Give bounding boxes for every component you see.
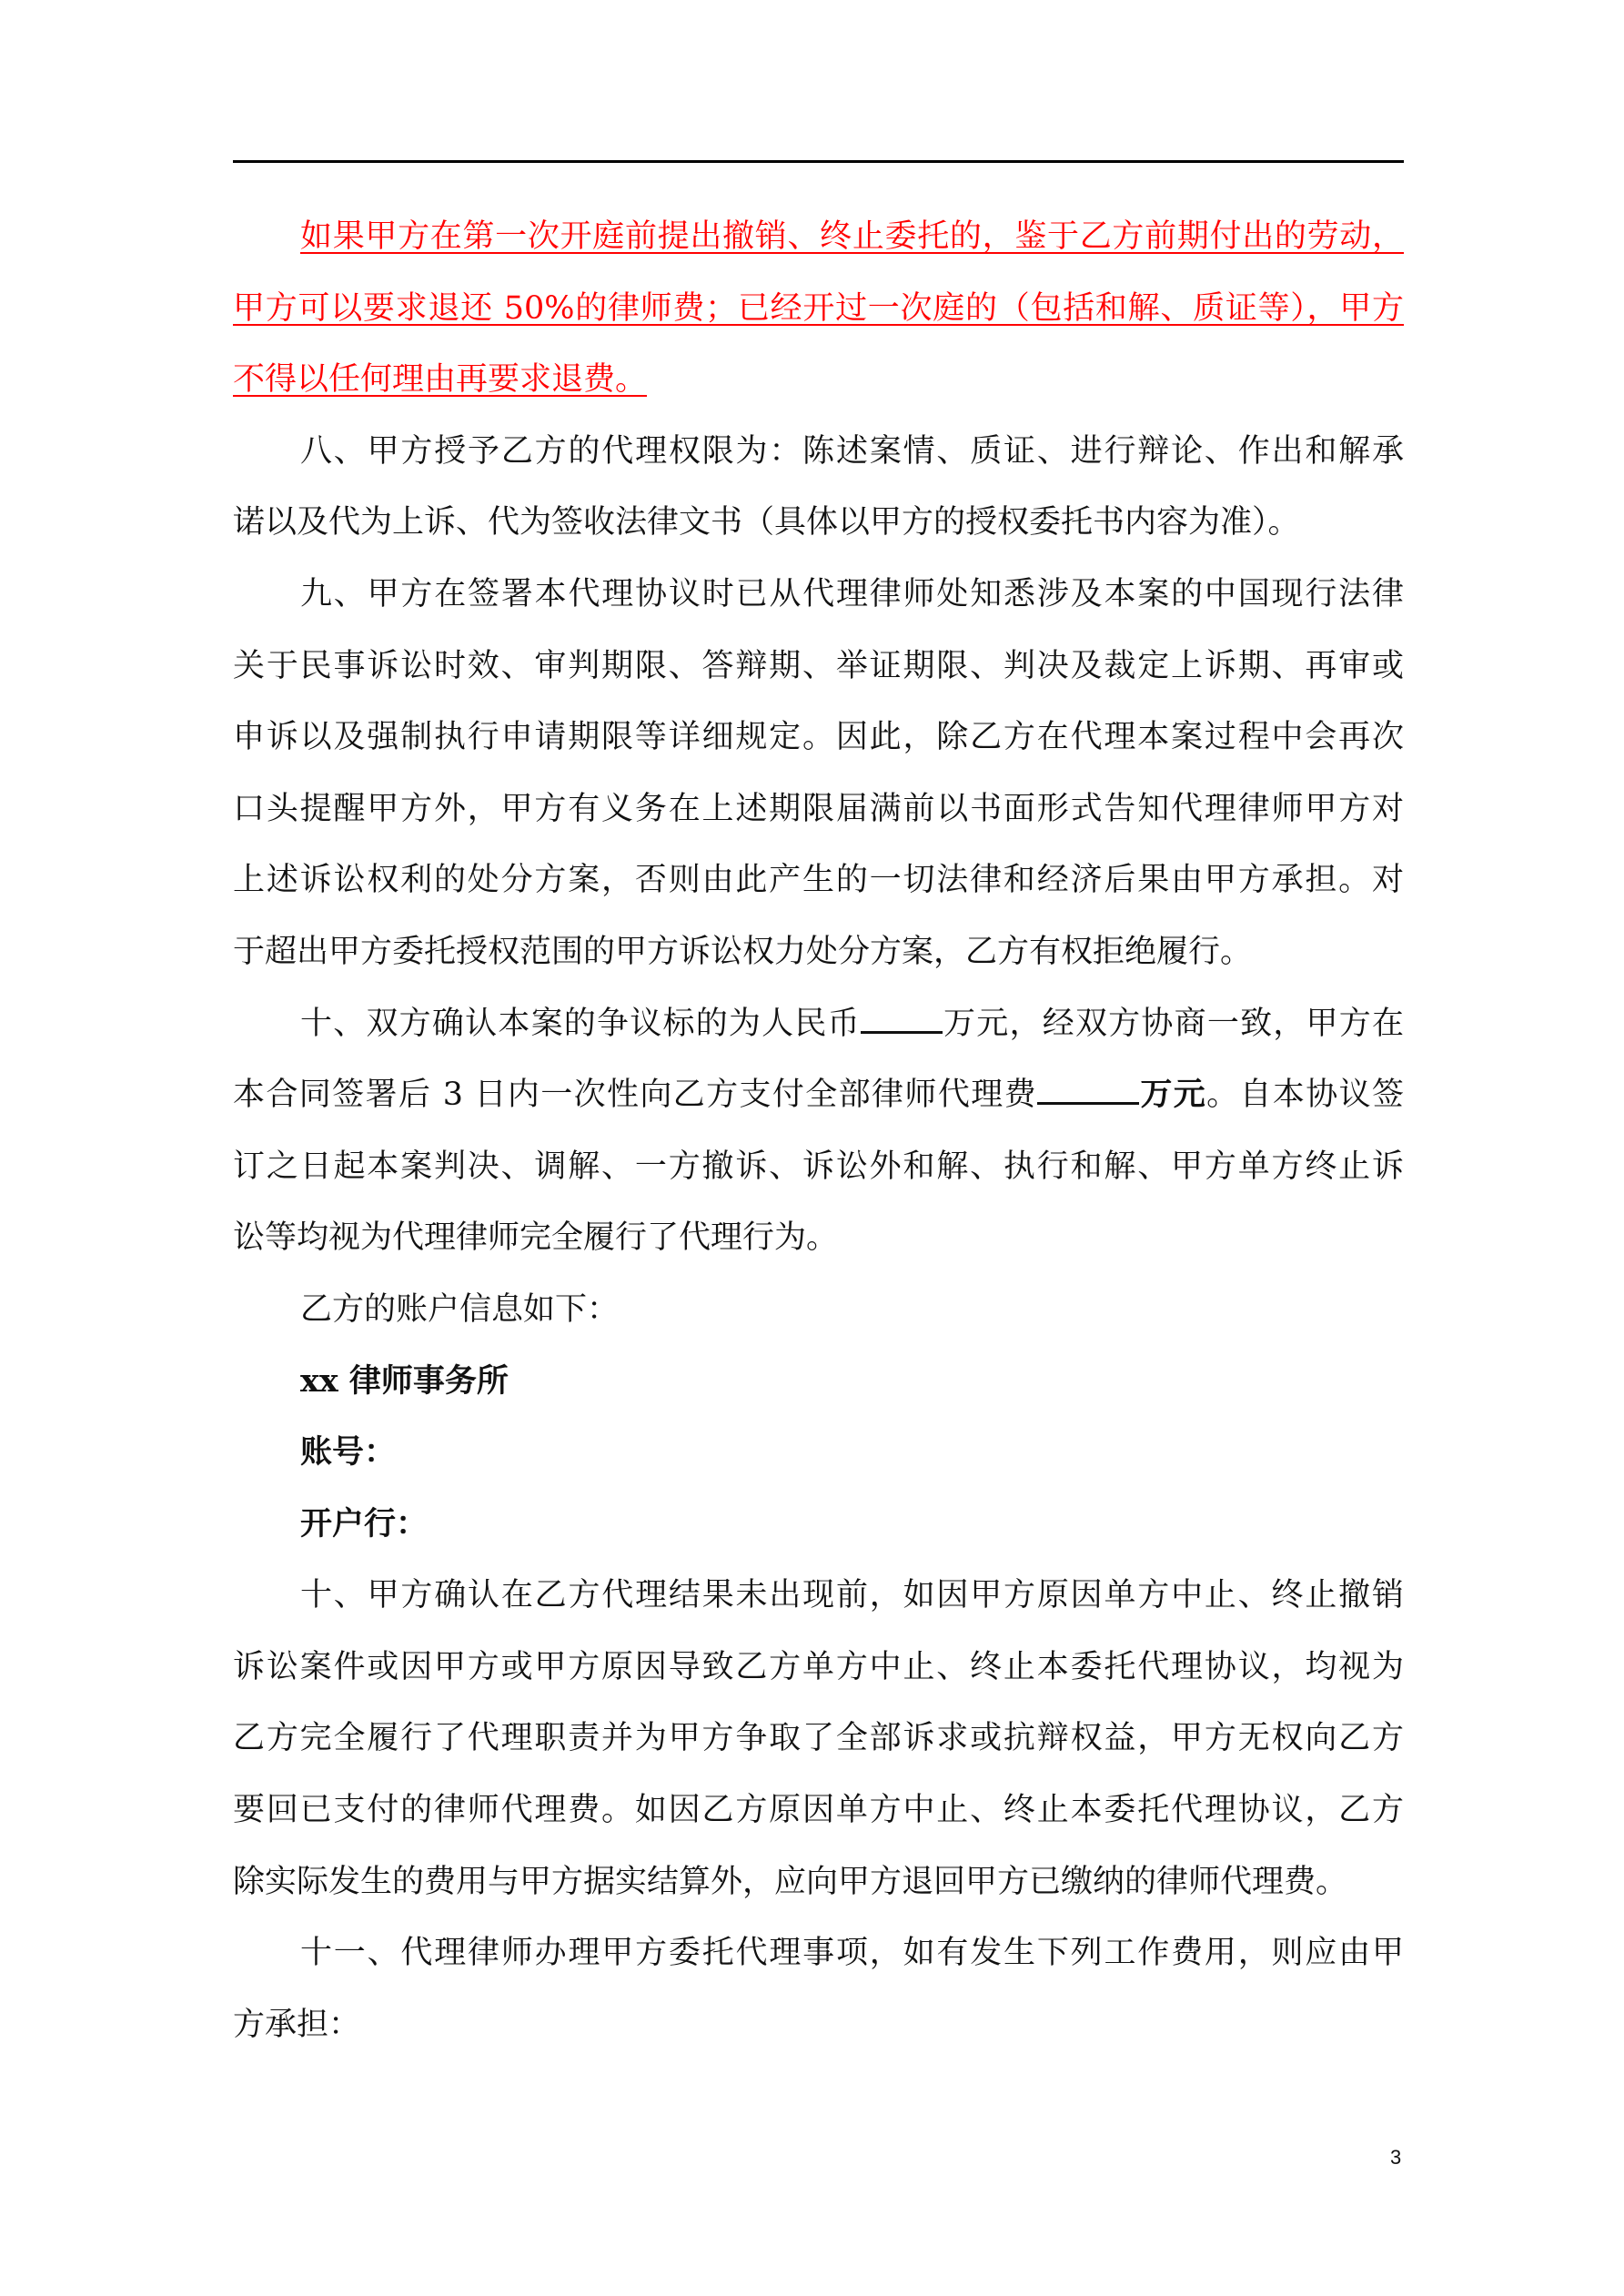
text-segment: 。自本协议签 bbox=[1206, 1077, 1404, 1114]
text-line bbox=[233, 1059, 1404, 1131]
text-segment: 方承担： bbox=[233, 2006, 361, 2043]
text-line bbox=[233, 1489, 1404, 1561]
text-line bbox=[233, 487, 1404, 559]
text-line bbox=[233, 916, 1404, 988]
paragraph bbox=[233, 988, 1404, 1274]
text-segment: 要回已支付的律师代理费。如因乙方原因单方中止、终止本委托代理协议，乙方 bbox=[233, 1792, 1404, 1829]
text-segment: 本合同签署后 3 日内一次性向乙方支付全部律师代理费 bbox=[233, 1077, 1037, 1114]
text-segment: 开户行： bbox=[300, 1504, 429, 1542]
paragraph bbox=[233, 1274, 1404, 1346]
text-segment: 诺以及代为上诉、代为签收法律文书（具体以甲方的授权委托书内容为准）。 bbox=[233, 504, 1300, 541]
header-rule bbox=[233, 160, 1404, 163]
paragraph bbox=[233, 1917, 1404, 2060]
text-segment: 十一、代理律师办理甲方委托代理事项，如有发生下列工作费用，则应由甲 bbox=[300, 1935, 1404, 1972]
text-line bbox=[233, 1775, 1404, 1846]
text-line bbox=[233, 702, 1404, 774]
text-line bbox=[233, 344, 1404, 416]
text-segment: 上述诉讼权利的处分方案，否则由此产生的一切法律和经济后果由甲方承担。对 bbox=[233, 862, 1404, 899]
text-line bbox=[233, 201, 1404, 273]
text-line bbox=[233, 1632, 1404, 1704]
text-segment: 口头提醒甲方外，甲方有义务在上述期限届满前以书面形式告知代理律师甲方对 bbox=[233, 790, 1404, 827]
paragraph bbox=[233, 1489, 1404, 1561]
text-line bbox=[233, 1917, 1404, 1989]
text-segment: 万元 bbox=[1138, 1076, 1207, 1114]
text-segment: 关于民事诉讼时效、审判期限、答辩期、举证期限、判决及裁定上诉期、再审或 bbox=[233, 647, 1404, 684]
paragraph bbox=[233, 416, 1404, 559]
text-segment: 八、甲方授予乙方的代理权限为：陈述案情、质证、进行辩论、作出和解承 bbox=[300, 432, 1404, 470]
paragraph bbox=[233, 1346, 1404, 1418]
paragraph bbox=[233, 201, 1404, 416]
text-segment: 不得以任何理由再要求退费。 bbox=[233, 361, 648, 399]
text-segment: 除实际发生的费用与甲方据实结算外，应向甲方退回甲方已缴纳的律师代理费。 bbox=[233, 1863, 1348, 1900]
text-line bbox=[233, 1131, 1404, 1203]
text-line bbox=[233, 988, 1404, 1060]
text-segment: 十、双方确认本案的争议标的为人民币 bbox=[300, 1005, 861, 1042]
text-line bbox=[233, 1202, 1404, 1274]
text-line bbox=[233, 273, 1404, 345]
text-segment: 十、甲方确认在乙方代理结果未出现前，如因甲方原因单方中止、终止撤销 bbox=[300, 1577, 1404, 1614]
text-line bbox=[233, 1346, 1404, 1418]
text-segment: 九、甲方在签署本代理协议时已从代理律师处知悉涉及本案的中国现行法律 bbox=[300, 575, 1404, 612]
fill-in-blank bbox=[861, 1004, 943, 1034]
text-line bbox=[233, 1560, 1404, 1632]
text-line bbox=[233, 559, 1404, 631]
text-line bbox=[233, 631, 1404, 703]
text-segment: 于超出甲方委托授权范围的甲方诉讼权力处分方案，乙方有权拒绝履行。 bbox=[233, 933, 1253, 970]
text-segment: 乙方完全履行了代理职责并为甲方争取了全部诉求或抗辩权益，甲方无权向乙方 bbox=[233, 1720, 1404, 1757]
document-body bbox=[233, 201, 1404, 2060]
text-line bbox=[233, 845, 1404, 916]
text-line bbox=[233, 1989, 1404, 2061]
paragraph bbox=[233, 1417, 1404, 1489]
paragraph bbox=[233, 1560, 1404, 1917]
text-line bbox=[233, 1417, 1404, 1489]
text-segment: 万元，经双方协商一致，甲方在 bbox=[942, 1005, 1404, 1042]
text-segment: 如果甲方在第一次开庭前提出撤销、终止委托的，鉴于乙方前期付出的劳动， bbox=[300, 218, 1404, 255]
text-line bbox=[233, 1703, 1404, 1775]
text-segment: 讼等均视为代理律师完全履行了代理行为。 bbox=[233, 1219, 839, 1257]
paragraph bbox=[233, 559, 1404, 988]
text-segment: 申诉以及强制执行申请期限等详细规定。因此，除乙方在代理本案过程中会再次 bbox=[233, 719, 1404, 756]
text-segment: 账号： bbox=[300, 1433, 397, 1472]
text-line bbox=[233, 774, 1404, 845]
text-segment: 乙方的账户信息如下： bbox=[300, 1290, 620, 1328]
text-segment: xx 律师事务所 bbox=[300, 1361, 509, 1400]
text-line bbox=[233, 416, 1404, 488]
page-number: 3 bbox=[1390, 2146, 1402, 2169]
fill-in-blank bbox=[1037, 1075, 1139, 1105]
text-line bbox=[233, 1846, 1404, 1918]
text-segment: 诉讼案件或因甲方或甲方原因导致乙方单方中止、终止本委托代理协议，均视为 bbox=[233, 1648, 1404, 1685]
text-segment: 订之日起本案判决、调解、一方撤诉、诉讼外和解、执行和解、甲方单方终止诉 bbox=[233, 1148, 1404, 1185]
text-segment: 甲方可以要求退还 50%的律师费；已经开过一次庭的（包括和解、质证等），甲方 bbox=[233, 289, 1404, 327]
text-line bbox=[233, 1274, 1404, 1346]
